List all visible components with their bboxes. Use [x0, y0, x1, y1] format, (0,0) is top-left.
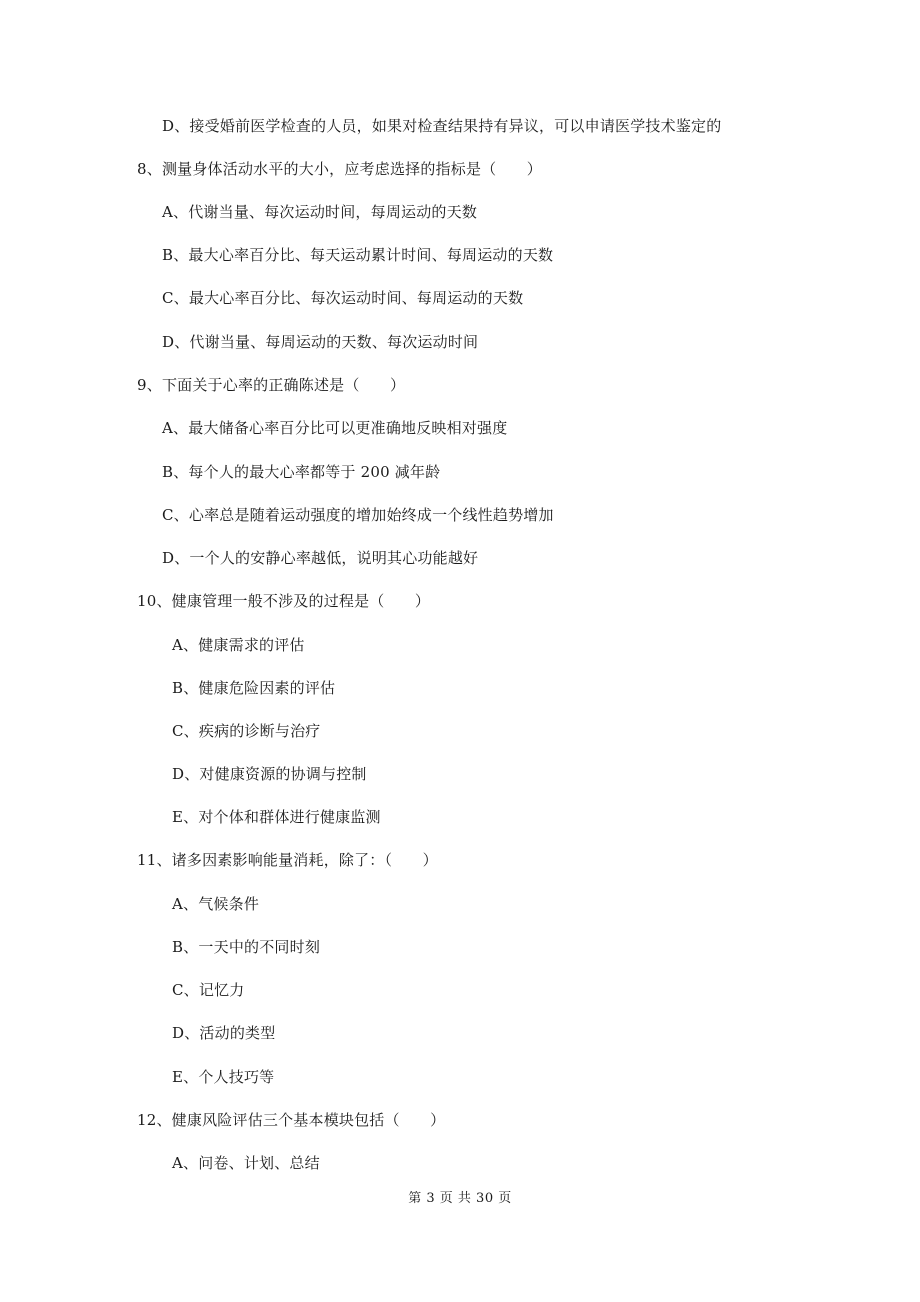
question-9-stem: 9、下面关于心率的正确陈述是（ ）: [137, 376, 406, 394]
prev-question-option-d: D、接受婚前医学检查的人员，如果对检查结果持有异议，可以申请医学技术鉴定的: [162, 117, 722, 135]
question-11-option-d: D、活动的类型: [172, 1024, 276, 1042]
question-12-option-a: A、问卷、计划、总结: [172, 1154, 320, 1172]
question-11-option-b: B、一天中的不同时刻: [172, 938, 321, 956]
question-8-option-a: A、代谢当量、每次运动时间，每周运动的天数: [162, 203, 478, 221]
question-11-stem: 11、诸多因素影响能量消耗，除了：（ ）: [137, 851, 438, 869]
question-12-stem: 12、健康风险评估三个基本模块包括（ ）: [137, 1111, 446, 1129]
question-11-option-c: C、记忆力: [172, 981, 245, 999]
question-8-option-b: B、最大心率百分比、每天运动累计时间、每周运动的天数: [162, 246, 554, 264]
question-9-option-a: A、最大储备心率百分比可以更准确地反映相对强度: [162, 419, 508, 437]
question-11-option-a: A、气候条件: [172, 895, 260, 913]
page-number-footer: 第 3 页 共 30 页: [408, 1191, 512, 1206]
question-10-stem: 10、健康管理一般不涉及的过程是（ ）: [137, 592, 431, 610]
question-10-option-d: D、对健康资源的协调与控制: [172, 765, 367, 783]
question-10-option-e: E、对个体和群体进行健康监测: [172, 808, 381, 826]
question-10-option-a: A、健康需求的评估: [172, 636, 305, 654]
question-11-option-e: E、个人技巧等: [172, 1068, 275, 1086]
question-8-option-d: D、代谢当量、每周运动的天数、每次运动时间: [162, 333, 479, 351]
question-8-option-c: C、最大心率百分比、每次运动时间、每周运动的天数: [162, 289, 524, 307]
question-10-option-b: B、健康危险因素的评估: [172, 679, 336, 697]
question-8-stem: 8、测量身体活动水平的大小，应考虑选择的指标是（ ）: [137, 160, 542, 178]
question-10-option-c: C、疾病的诊断与治疗: [172, 722, 321, 740]
question-9-option-b: B、每个人的最大心率都等于 200 减年龄: [162, 463, 441, 481]
question-9-option-d: D、一个人的安静心率越低，说明其心功能越好: [162, 549, 479, 567]
question-9-option-c: C、心率总是随着运动强度的增加始终成一个线性趋势增加: [162, 506, 554, 524]
